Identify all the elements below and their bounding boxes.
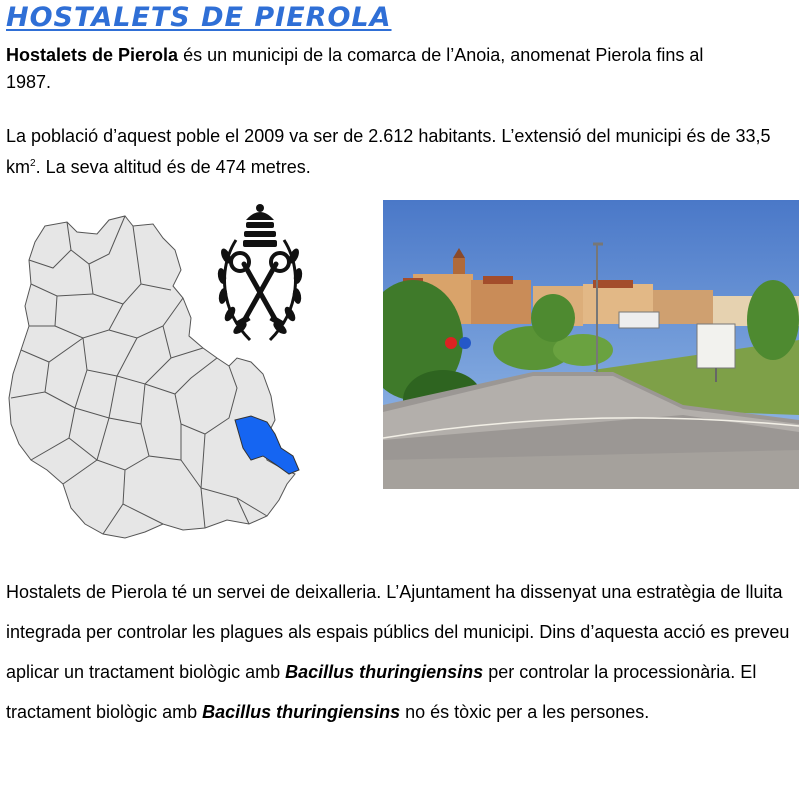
stats-text-end: . La seva altitud és de 474 metres. — [35, 157, 311, 177]
stats-text: La població d’aquest poble el 2009 va ser de 2.612 habitants. L’extensió del municipi és de 33,5 km — [6, 126, 771, 177]
intro-paragraph — [6, 42, 746, 96]
page-title: HOSTALETS DE PIEROLA — [6, 2, 392, 33]
comarca-map — [5, 198, 305, 543]
body-text-3: no és tòxic per a les persones. — [400, 702, 650, 722]
body-text-1: Hostalets de Pierola té un servei de deixalleria. L’Ajuntament ha dissenyat una estratègia de lluita integrada per controlar les plagues als espais públics del municipi. Dins d’aquesta acció es preveu aplicar un tractament biològic amb — [6, 582, 790, 682]
body-paragraph — [6, 572, 791, 732]
municipality-name: Hostalets de Pierola — [6, 45, 179, 65]
intro-text: és un municipi de la comarca de l’Anoia, anomenat Pierola fins al 1987. — [6, 45, 704, 92]
town-photo — [383, 200, 799, 489]
stats-paragraph — [6, 123, 791, 181]
species-name: Bacillus thuringiensins — [285, 662, 484, 682]
keys-coat-of-arms-icon — [210, 200, 310, 350]
superscript-2: 2 — [30, 158, 36, 169]
body-text-2: per controlar la processionària. El tractament biològic amb — [6, 662, 757, 722]
species-name: Bacillus thuringiensins — [202, 702, 401, 722]
